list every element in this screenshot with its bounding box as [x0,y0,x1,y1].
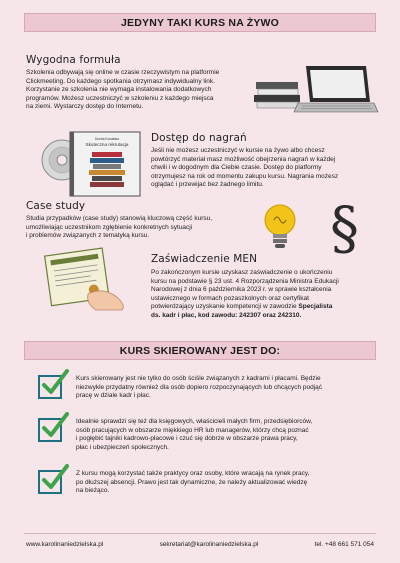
book-spine [256,82,298,89]
footer [26,541,374,553]
footer-email-link[interactable]: sekretariat@karolinaniedzielska.pl [159,541,259,548]
profession-code-bold: ds. kadr i płac, kod zawodu: 242307 oraz 242310. [151,311,302,319]
text-line [151,303,381,312]
top-banner: JEDYNY TAKI KURS NA ŻYWO [24,13,376,32]
section-text-case [26,215,256,241]
text-line: niezwykle przydatny również dla osób dopiero rozpoczynających lub chcących podjąć [76,383,323,391]
text-line: po dłuższej absencji. Prawo jest tak dynamiczne, że należy aktualizować wiedzę [76,478,308,486]
text-line: kursu na podstawie § 23 ust. 4 Rozporządzenia Ministra Edukacji [151,277,339,285]
checkbox-icon [38,470,62,494]
book-spine [254,95,300,102]
checkmark-icon [40,412,70,440]
section-text-dostep [151,147,379,190]
lightbulb-icon [265,205,295,248]
laptop-books-illustration [254,62,378,124]
text-line: i problemów związanych z tematyką kursu. [26,232,150,240]
text-line: Z kursu mogą korzystać także praktycy oraz osoby, które wracają na rynek pracy, [76,470,310,477]
section-title-case: Case study [26,200,86,212]
laptop-keyboard [294,103,378,112]
text-line: programów. Możesz uczestniczyć w szkoleniu z każdego miejsca [26,94,214,102]
book-title: Skuteczna rekrutacja [85,142,129,147]
certificate-hand-illustration [26,246,130,310]
text-line [151,312,381,321]
text-line: Studia przypadków (case study) stanowią kluczową część kursu, [26,215,213,222]
text-line: Po zakończonym kursie uzyskasz zaświadczenie o ukończeniu [151,269,333,276]
text-line: otrzymujesz na rok od momentu zakupu kursu. Nagrania możesz [151,172,339,180]
text-line: ustawicznego w formach pozaszkolnych oraz certyfikat [151,294,309,302]
text-line: Narodowej z dnia 6 października 2023 r. w sprawie kształcenia [151,286,332,294]
section-text-zaswiadczenie [151,269,381,321]
text-line: osób pracujących w obszarze miękkiego HR lub managerów, którzy chcą poznać [76,426,309,434]
audience-item [38,470,378,496]
audience-item [38,375,378,401]
text-line: powtórzyć materiał masz możliwość obejrzenia nagrań w każdej [151,155,336,163]
cd-book-illustration [40,130,155,200]
laptop-screen [310,70,366,98]
checkmark-icon [40,464,70,492]
text-line: płac i ubezpieczeń społecznych. [76,443,169,451]
text-line: na ziemi. Wystarczy dostęp do Internetu. [26,103,144,111]
text-line: Idealnie sprawdzi się też dla księgowych, właścicieli małych firm, przedsiębiorców, [76,418,313,425]
book-pages [258,89,298,95]
bulb-paragraph-illustration [258,194,378,262]
text-line: na bieżąco. [76,487,110,495]
section-title-dostep: Dostęp do nagrań [151,132,247,144]
text-line-part: potwierdzający uzyskanie kompetencji w zawodzie [151,303,299,311]
checkbox-icon [38,418,62,442]
text-line: Korzystanie ze szkolenia nie wymaga instalowania dodatkowych [26,86,212,94]
book-author: Dorota Kowalska [94,137,120,141]
audience-item-text [76,375,374,401]
text-line: umożliwiając uczestnikom zgłębienie konkretnych sytuacji [26,223,193,231]
audience-item-text [76,418,374,452]
audience-item-text [76,470,374,496]
text-line: chwili i w dogodnym dla Ciebie czasie. Dostęp do platformy [151,164,322,172]
text-line: Clickmeeting. Do każdego spotkania otrzymasz indywidualny link. [26,77,215,85]
paragraph-icon: § [330,194,359,262]
checkmark-icon [40,369,70,397]
section-title-zaswiadczenie: Zaświadczenie MEN [151,253,258,265]
text-line: Szkolenia odbywają się online w czasie rzeczywistym na platformie [26,69,220,76]
footer-website-link[interactable]: www.karolinaniedzielska.pl [26,541,104,548]
section-text-wygodna [26,69,264,112]
audience-item [38,418,378,452]
cd-hole [57,155,67,165]
specialist-bold: Specjalista [298,303,333,311]
footer-divider [24,533,376,534]
text-line: pracę w dziale kadr i płac. [76,392,151,400]
text-line: Jeśli nie możesz uczestniczyć w kursie na żywo albo chcesz [151,147,325,154]
text-line: i pogłębić tajniki kadrowo-płacowe i czuć się dobrze w obszarze prawa pracy, [76,435,298,443]
checkbox-icon [38,375,62,399]
text-line: Kurs skierowany jest nie tylko do osób ściśle związanych z kadrami i płacami. Będzie [76,375,321,382]
section-title-wygodna: Wygodna formuła [26,54,121,66]
audience-banner: KURS SKIEROWANY JEST DO: [24,341,376,360]
footer-phone[interactable]: tel. +48 661 571 054 [314,541,374,548]
book-pages [257,102,299,108]
hand-icon [88,291,124,310]
text-line: oglądać i przewijać bez żadnego limitu. [151,181,264,189]
